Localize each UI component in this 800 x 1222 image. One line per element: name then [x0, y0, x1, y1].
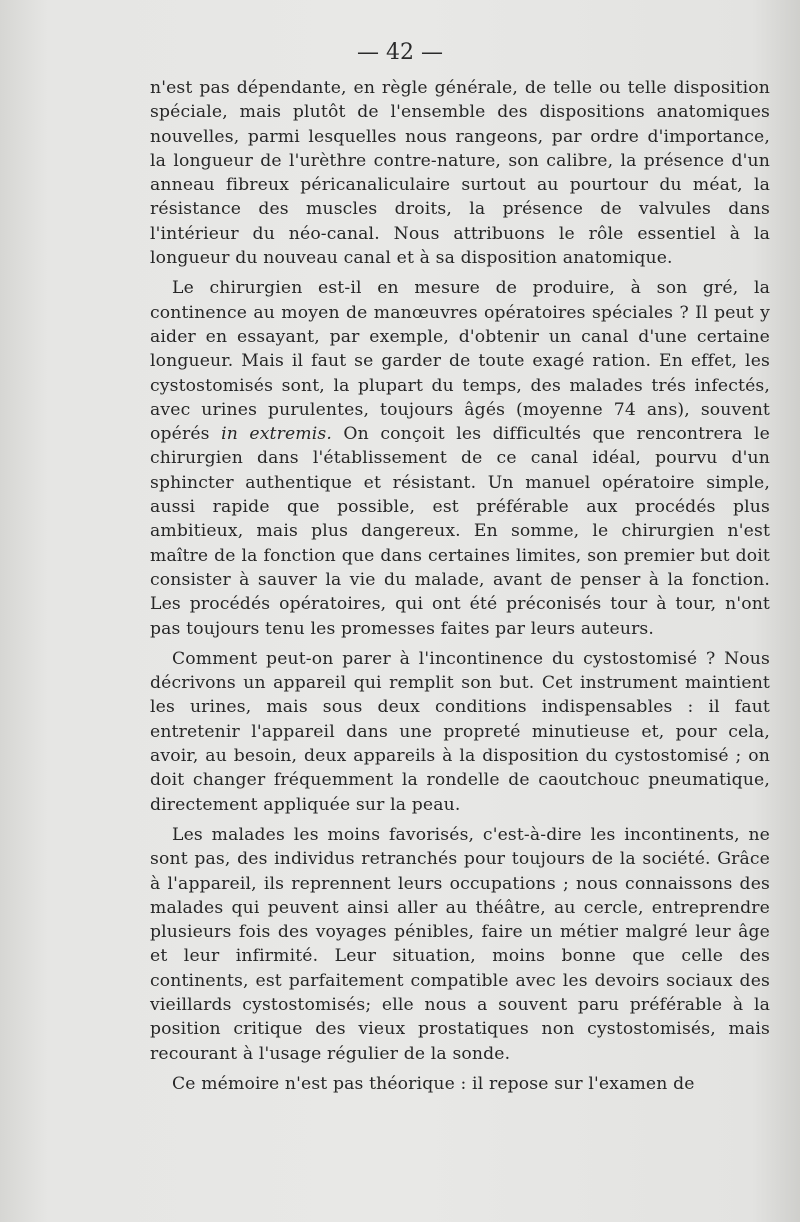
paragraph-continuation [150, 76, 770, 270]
page-number: — 42 — [357, 40, 443, 65]
paragraph-text: Le chirurgien est-il en mesure de produire, à son gré, la continence au moyen de manœuvres opératoires spéciales ? Il peut y aider en essayant, par exemple, d'obtenir un canal d'une certaine longueur. Mais il faut se garder de toute exagé ration. En effet, les cystostomisés sont, la plupart du temps, des malades trés infectés, avec urines purulentes, toujours âgés (moyenne 74 ans), souvent opérés [150, 278, 770, 445]
paragraph-text: Comment peut-on parer à l'incontinence du cystostomisé ? Nous décrivons un appareil qui remplit son but. Cet instrument maintient les urines, mais sous deux conditions indispensables : il faut entretenir l'appareil dans une propreté minutieuse et, pour cela, avoir, au besoin, deux appareils à la disposition du cystostomisé ; on doit changer fréquemment la rondelle de caoutchouc pneumatique, directement appliquée sur la peau. [150, 648, 770, 815]
paragraph-text: Ce mémoire n'est pas théorique : il repose sur l'examen de [172, 1073, 695, 1094]
paragraph-text: n'est pas dépendante, en règle générale, de telle ou telle disposition spéciale, mais plutôt de l'ensemble des dispositions anatomiques nouvelles, parmi lesquelles nous rangeons, par ordre d'importance, la longueur de l'urèthre contre-nature, son calibre, la présence d'un anneau fibreux péricanaliculaire surtout au pourtour du méat, la résistance des muscles droits, la présence de valvules dans l'intérieur du néo-canal. Nous attribuons le rôle essentiel à la longueur du nouveau canal et à sa disposition anatomique. [150, 78, 770, 269]
paragraph-surgeon-continence [150, 276, 770, 640]
paragraph-incontinent-patients [150, 823, 770, 1066]
paragraph-appliance [150, 647, 770, 817]
body-text [150, 76, 770, 1096]
paragraph-memoir [150, 1072, 770, 1096]
paragraph-text: Les malades les moins favorisés, c'est-à-dire les incontinents, ne sont pas, des individus retranchés pour toujours de la société. Grâce à l'appareil, ils reprennent leurs occupations ; nous connaissons des malades qui peuvent ainsi aller au théâtre, au cercle, entreprendre plusieurs fois des voyages pénibles, faire un métier malgré leur âge et leur infirmité. Leur situation, moins bonne que celle des continents, est parfaitement compatible avec les devoirs sociaux des vieillards cystostomisés; elle nous a souvent paru préférable à la position critique des vieux prostatiques non cystostomisés, mais recourant à l'usage régulier de la sonde. [150, 824, 770, 1064]
paragraph-text: On conçoit les difficultés que rencontrera le chirurgien dans l'établissement de ce canal idéal, pourvu d'un sphincter authentique et résistant. Un manuel opératoire simple, aussi rapide que possible, est préférable aux procédés plus ambitieux, mais plus dangereux. En somme, le chirurgien n'est maître de la fonction que dans certaines limites, son premier but doit consister à sauver la vie du malade, avant de penser à la fonction. Les procédés opératoires, qui ont été préconisés tour à tour, n'ont pas toujours tenu les promesses faites par leurs auteurs. [150, 424, 770, 639]
latin-phrase: in extremis. [221, 424, 332, 445]
